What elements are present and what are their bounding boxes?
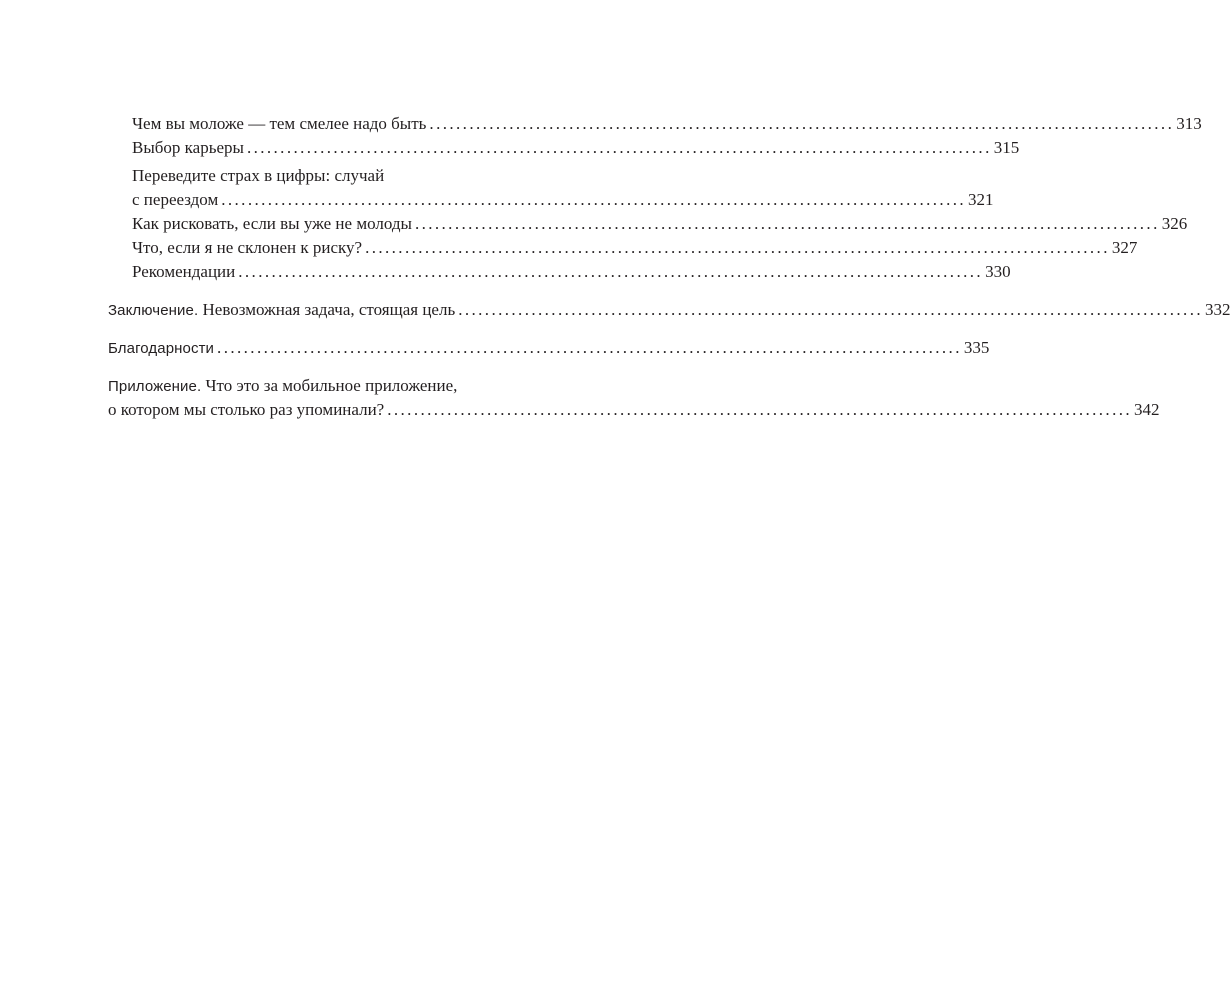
toc-entry-title-line1: Переведите страх в цифры: случай — [132, 166, 385, 185]
toc-section-title: Невозможная задача, стоящая цель — [198, 300, 456, 319]
toc-entry-page: 332 — [1205, 300, 1231, 319]
toc-section-title-line2: о котором мы столько раз упоминали? — [108, 400, 385, 419]
table-of-contents — [108, 112, 1231, 422]
toc-entry-title: Чем вы моложе — тем смелее надо быть — [132, 114, 427, 133]
toc-entry-page: 313 — [1176, 114, 1202, 133]
toc-entry-page: 327 — [1111, 238, 1138, 257]
toc-entry-not-risk-prone[interactable] — [108, 236, 1138, 260]
toc-entry-page: 326 — [1161, 214, 1188, 233]
toc-entry-fear-numbers-line1[interactable] — [108, 164, 531, 188]
toc-entry-conclusion[interactable] — [108, 298, 1231, 322]
toc-entry-page: 335 — [963, 338, 990, 357]
toc-entry-appendix-line1[interactable] — [108, 374, 531, 398]
toc-entry-title — [108, 298, 455, 323]
toc-entry-fear-numbers[interactable] — [108, 188, 994, 212]
dot-leader: ................................................................................................................ — [246, 138, 992, 157]
toc-entry-page: 330 — [985, 262, 1011, 281]
toc-entry-page: 321 — [968, 190, 994, 209]
toc-entry-title: Как рисковать, если вы уже не молоды — [132, 214, 412, 233]
dot-leader: ................................................................................................................ — [458, 300, 1204, 319]
toc-entry-acknowledgments[interactable] — [108, 336, 990, 360]
dot-leader: ................................................................................................................ — [387, 400, 1133, 419]
dot-leader: ................................................................................................................ — [221, 190, 967, 209]
toc-entry-page: 315 — [993, 138, 1020, 157]
toc-entry-title: Рекомендации — [132, 262, 236, 281]
dot-leader: ................................................................................................................ — [217, 338, 962, 357]
toc-entry-career-choice[interactable] — [108, 136, 1020, 160]
toc-section-title-line1: Что это за мобильное приложение, — [201, 376, 458, 395]
toc-entry-appendix[interactable] — [108, 398, 1160, 422]
dot-leader: ................................................................................................................ — [365, 238, 1110, 257]
dot-leader: ................................................................................................................ — [238, 262, 984, 281]
toc-entry-younger-bolder[interactable] — [108, 112, 1202, 136]
toc-entry-recommendations[interactable] — [108, 260, 1011, 284]
toc-section-label: Приложение. — [108, 378, 202, 395]
toc-entry-title: Выбор карьеры — [132, 138, 244, 157]
toc-section-label: Заключение. — [108, 302, 199, 319]
toc-entry-title-line2: с переездом — [132, 190, 219, 209]
toc-entry-page: 342 — [1134, 400, 1160, 419]
toc-section-label: Благодарности — [108, 340, 215, 357]
toc-entry-risk-not-young[interactable] — [108, 212, 1188, 236]
toc-entry-title: Что, если я не склонен к риску? — [132, 238, 363, 257]
dot-leader: ................................................................................................................ — [429, 114, 1175, 133]
dot-leader: ................................................................................................................ — [414, 214, 1160, 233]
